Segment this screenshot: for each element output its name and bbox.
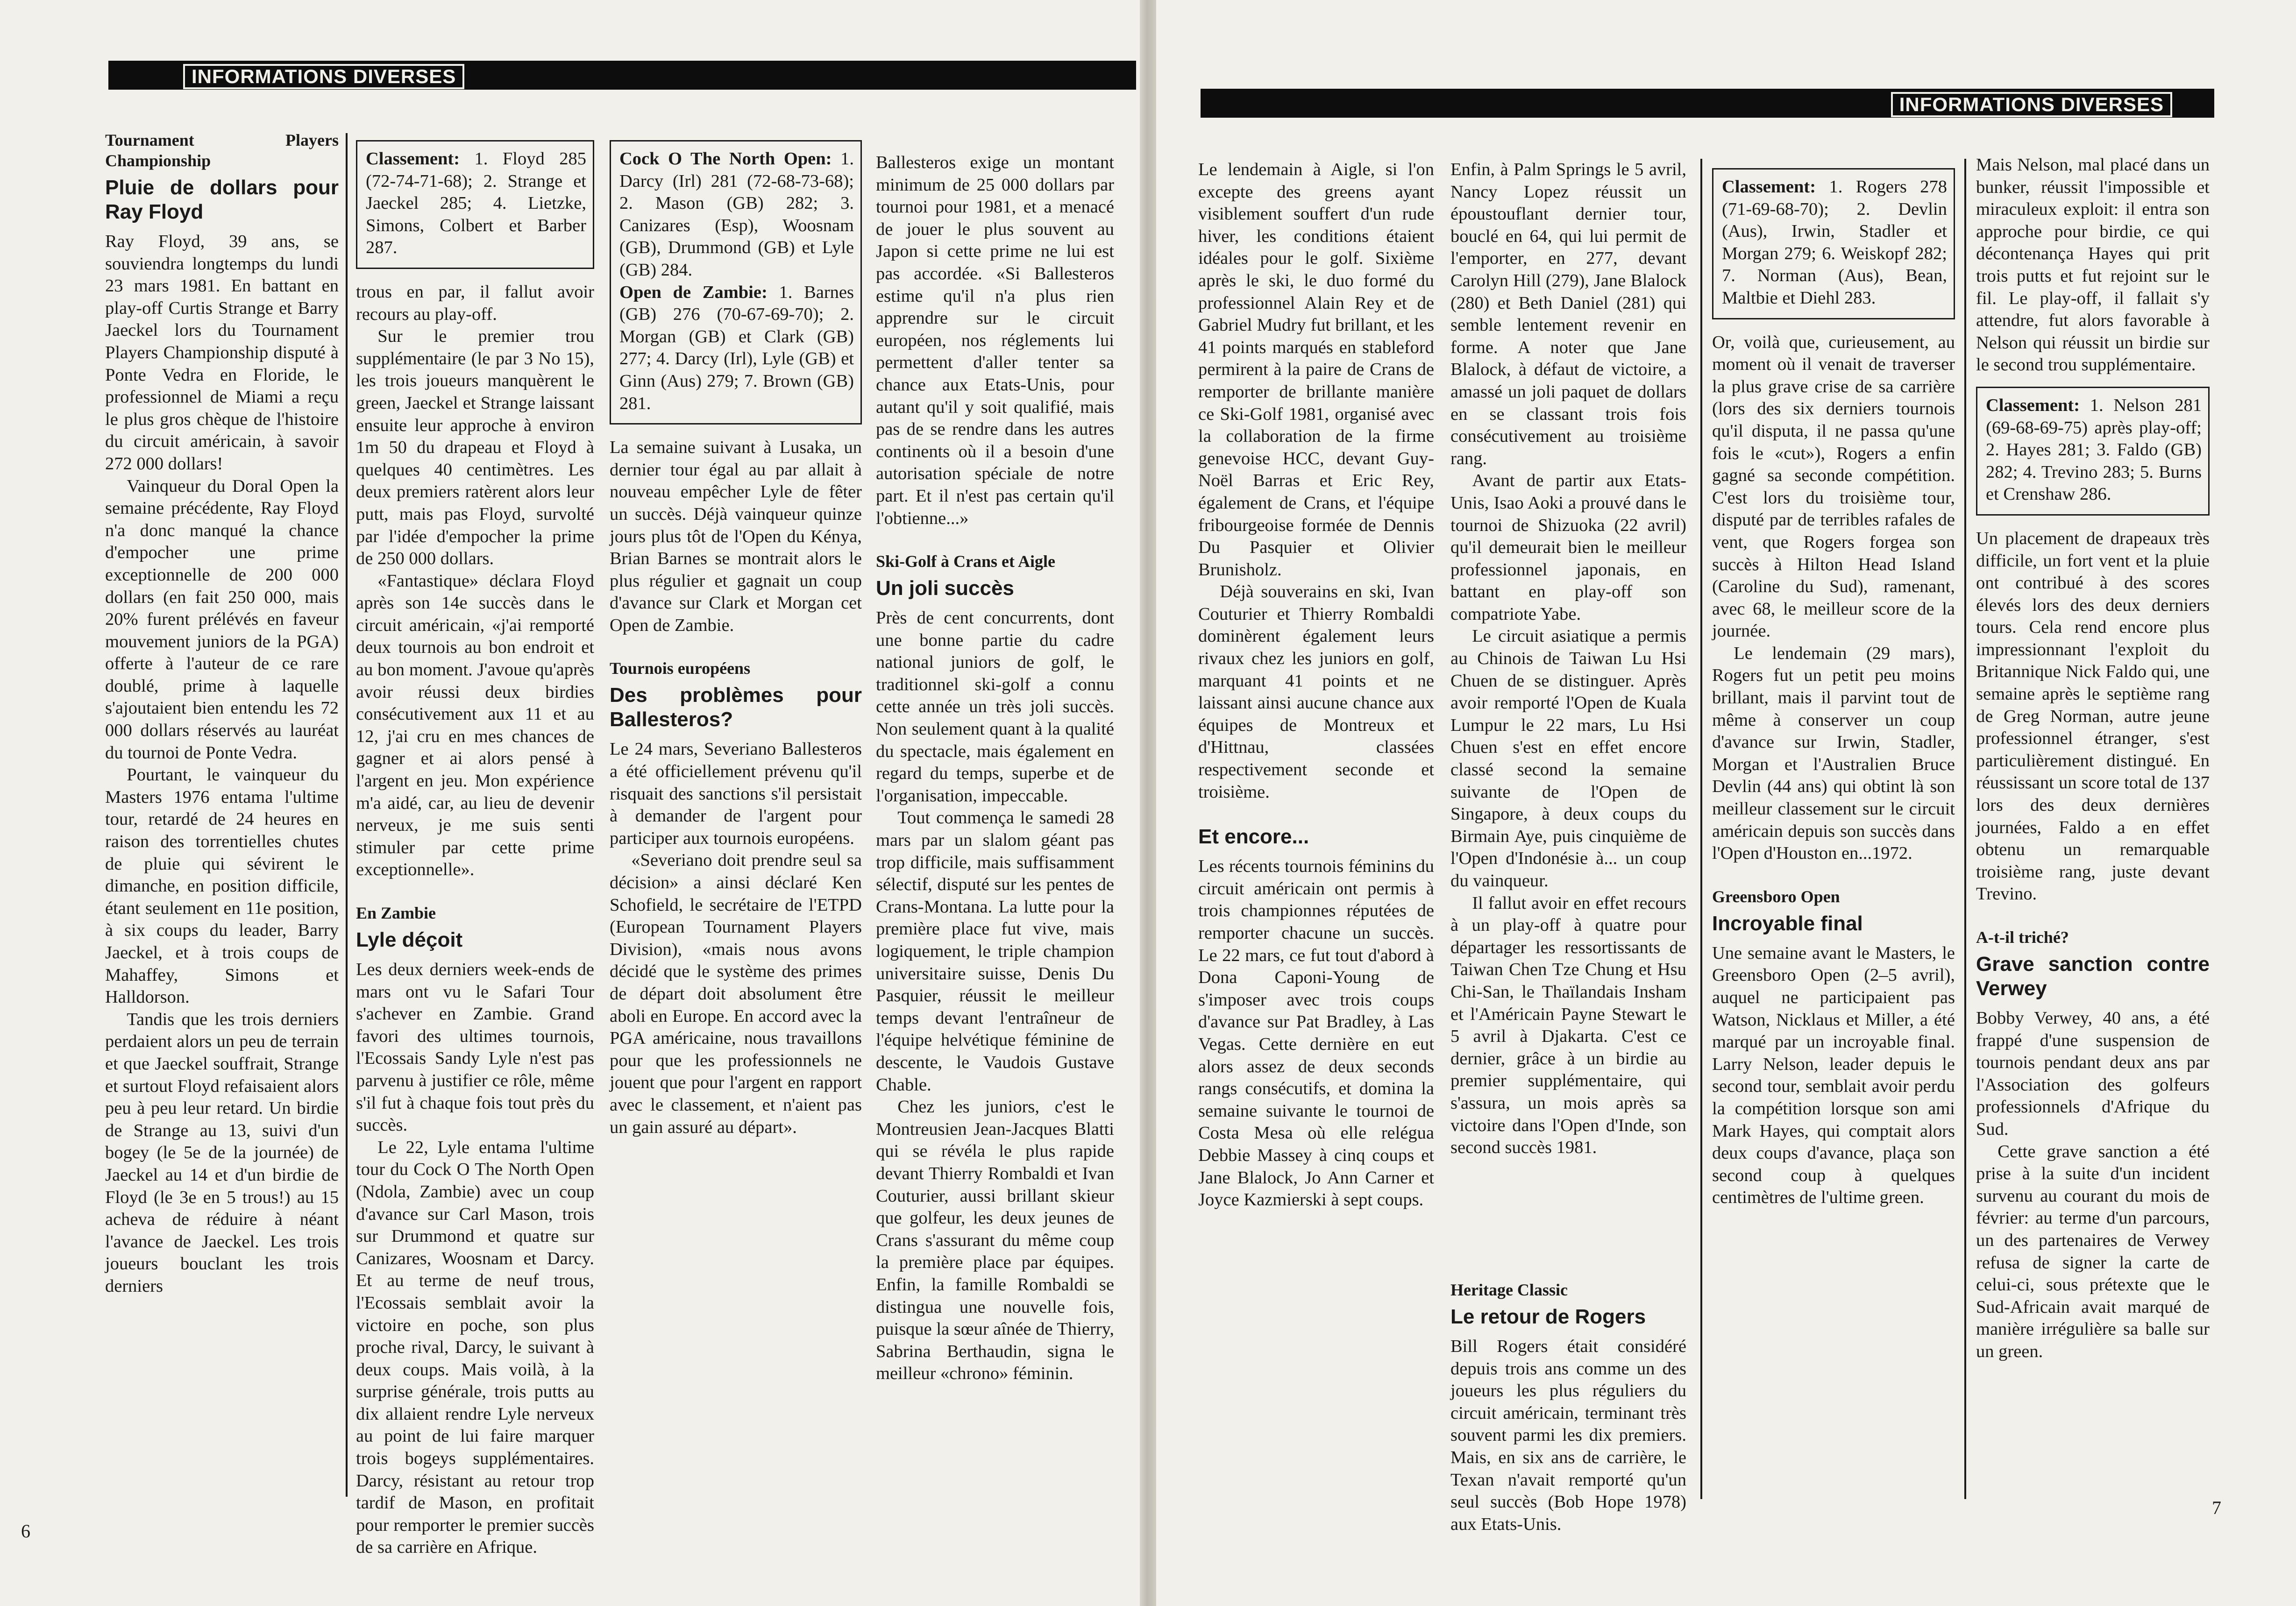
book-gutter	[1140, 0, 1156, 1606]
article-paragraph: Tandis que les trois derniers perdaient alors un peu de terrain et que Jaeckel souffrait, Strange et surtout Floyd refaisaient alors peu à peu leur retard. Un birdie de Strange au 13, suivi d'un bogey (le 5e de la journée) de Jaeckel au 14 et d'un birdie de Floyd (le 3e en 5 trous!) au 15 acheva de réduire à néant l'avance de Jaeckel. Les trois joueurs bouclant les trois derniers	[105, 1009, 339, 1296]
article-headline: Des problèmes pour Ballesteros?	[610, 684, 862, 731]
article-paragraph: trous en par, il fallut avoir recours au play-off.	[356, 282, 594, 324]
article-paragraph: Or, voilà que, curieusement, au moment où il venait de traverser la plus grave crise de sa carrière (lors des six derniers tournois qu'il disputa, il ne passa qu'une fois le «cut»), Rogers a enfin gagné sa seconde compétition. C'est lors du troisième tour, disputé par de terribles rafales de vent, que Rogers forgea son succès à Hilton Head Island (Caroline du Sud), ramenant, avec 68, le meilleur score de la journée.	[1712, 332, 1955, 641]
results-label: Classement:	[366, 149, 460, 169]
section-header-bar	[1201, 89, 2214, 118]
results-label: Open de Zambie:	[619, 282, 768, 302]
section-header-bar	[108, 61, 1136, 90]
column-5	[1198, 159, 1434, 1499]
article-paragraph: Le lendemain (29 mars), Rogers fut un petit peu moins brillant, mais il parvint tout de même à conserver un coup d'avance sur Irwin, Stadler, Morgan et l'Australien Bruce Devlin (44 ans) qui obtint là son meilleur classement sur le circuit américain depuis son succès dans l'Open d'Houston en...1972.	[1712, 643, 1955, 863]
article-rubric: Greensboro Open	[1712, 887, 1840, 906]
results-text: 1. Nelson 281 (69-68-69-75) après play-off; 2. Hayes 281; 3. Faldo (GB) 282; 4. Trevino 283; 5. Burns et Crenshaw 286.	[1986, 395, 2202, 504]
article-paragraph: Un placement de drapeaux très difficile, un fort vent et la pluie ont contribué à des scores élevés lors des deux derniers tours. Cela rend encore plus impressionnant l'exploit du Britannique Nick Faldo qui, une semaine après le septième rang de Greg Norman, autre jeune professionnel étranger, s'est particulièrement distingué. En réussissant un score total de 137 lors des deux dernières journées, Faldo a en effet obtenu un remarquable troisième rang, juste devant Trevino.	[1976, 528, 2210, 904]
article-paragraph: La semaine suivant à Lusaka, un dernier tour égal au par allait à nouveau empêcher Lyle de fêter un succès. Déjà vainqueur quinze jours plus tôt de l'Open du Kénya, Brian Barnes se montrait alors le plus régulier et gagnait un coup d'avance sur Clark et Morgan cet Open de Zambie.	[610, 438, 862, 635]
article-rubric: Heritage Classic	[1450, 1281, 1568, 1299]
article-headline: Grave sanction contre Verwey	[1976, 953, 2210, 1000]
results-box	[1976, 387, 2210, 516]
article-headline: Incroyable final	[1712, 912, 1863, 935]
article-rubric: Ski-Golf à Crans et Aigle	[876, 552, 1055, 571]
article-paragraph: Il fallut avoir en effet recours à un play-off à quatre pour départager les ressortissants de Taiwan Chen Tze Chung et Hsu Chi-San, le Thaïlandais Insham et l'Américain Payne Stewart le 5 avril à Djakarta. C'est ce dernier, grâce à un birdie au premier supplémentaire, qui s'assura, un mois après sa victoire dans l'Open d'Inde, son second succès 1981.	[1450, 893, 1686, 1158]
article-paragraph: Près de cent concurrents, dont une bonne partie du cadre national juniors de golf, le traditionnel ski-golf a connu cette année un très joli succès. Non seulement quant à la qualité du spectacle, mais également en regard du temps, superbe et de l'organisation, impeccable.	[876, 608, 1114, 806]
article-paragraph: Les deux derniers week-ends de mars ont vu le Safari Tour s'achever en Zambie. Grand favori des ultimes tournois, l'Ecossais Sandy Lyle n'est pas parvenu à justifier ce rôle, même s'il fut à chaque fois tout près du succès.	[356, 960, 594, 1135]
article-rubric: A-t-il triché?	[1976, 928, 2069, 947]
article-headline: Un joli succès	[876, 577, 1014, 600]
section-label: INFORMATIONS DIVERSES	[183, 64, 464, 89]
article-rubric: En Zambie	[356, 904, 436, 922]
article-paragraph: Le lendemain à Aigle, si l'on excepte des greens ayant visiblement souffert d'un rude hiver, les conditions étaient idéales pour le golf. Sixième après le ski, le duo formé du professionnel Alain Rey et de Gabriel Mudry fut brillant, et les 41 points marqués en stableford permirent à la paire de Crans de remporter de brillante manière ce Ski-Golf 1981, organisé avec la collaboration de la firme genevoise HCC, devant Guy-Noël Barras et Eric Rey, également de Crans, et l'équipe fribourgeoise formée de Dennis Du Pasquier et Olivier Brunisholz.	[1198, 160, 1434, 580]
column-rule	[1700, 159, 1702, 1499]
article-paragraph: Enfin, à Palm Springs le 5 avril, Nancy Lopez réussit un époustouflant dernier tour, bouclé en 64, qui lui permit de l'emporter, en 277, devant Carolyn Hill (279), Jane Blalock (280) et Beth Daniel (281) qui semble lentement revenir en forme. A noter que Jane Blalock, à défaut de victoire, a amassé un joli paquet de dollars en se classant trois fois consécutivement au troisième rang.	[1450, 160, 1686, 468]
article-paragraph: Le 24 mars, Severiano Ballesteros a été officiellement prévenu qu'il risquait des sanctions s'il persistait à demander de l'argent pour participer aux tournois européens.	[610, 739, 862, 848]
heritage-article-start	[1450, 1280, 1686, 1534]
results-text: 1. Floyd 285 (72-74-71-68); 2. Strange et Jaeckel 285; 4. Lietzke, Simons, Colbert et Barber 287.	[366, 149, 586, 258]
article-paragraph: Déjà souverains en ski, Ivan Couturier et Thierry Rombaldi dominèrent également leurs rivaux chez les juniors en golf, marquant 41 points et ne laissant ainsi aucune chance aux équipes de Montreux et d'Hittnau, classées respectivement seconde et troisième.	[1198, 582, 1434, 802]
page-number: 6	[21, 1521, 30, 1542]
article-paragraph: Le circuit asiatique a permis au Chinois de Taiwan Lu Hsi Chuen de se distinguer. Après avoir remporté l'Open de Kuala Lumpur le 22 mars, Lu Hsi Chuen s'est en effet encore classé second la semaine suivante de l'Open de Singapore, à deux coups du Birmain Aye, puis cinquième de l'Open d'Indonésie à... un coup du vainqueur.	[1450, 626, 1686, 891]
results-label: Classement:	[1722, 177, 1816, 197]
column-7	[1712, 168, 1955, 1499]
results-text: 1. Barnes (GB) 276 (70-67-69-70); 2. Morgan (GB) et Clark (GB) 277; 4. Darcy (Irl), Lyle (GB) et Ginn (Aus) 279; 7. Brown (GB) 281.	[619, 282, 854, 413]
article-paragraph: Pourtant, le vainqueur du Masters 1976 entama l'ultime tour, retardé de 24 heures en raison des torrentielles chutes de pluie qui sévirent le dimanche, en position difficile, étant seulement en 11e position, à six coups du leader, Barry Jaeckel, et à trois coups de Mahaffey, Simons et Halldorson.	[105, 765, 339, 1007]
article-headline: Lyle déçoit	[356, 928, 463, 951]
article-paragraph: «Fantastique» déclara Floyd après son 14e succès dans le circuit américain, «j'ai remporté deux tournois au bon endroit et au bon moment. J'avoue qu'après avoir réussi deux birdies consécutivement aux 11 et au 12, j'ai cru en mes chances de gagner et ai alors pensé à l'argent en jeu. Mon expérience m'a aidé, car, au lieu de devenir nerveux, je me suis senti stimuler par cette prime exceptionnelle».	[356, 571, 594, 880]
results-text: 1. Darcy (Irl) 281 (72-68-73-68); 2. Mason (GB) 282; 3. Canizares (Esp), Woosnam (GB), Drummond (GB) et Lyle (GB) 284.	[619, 149, 854, 280]
article-paragraph: Vainqueur du Doral Open la semaine précédente, Ray Floyd n'a donc manqué la chance d'empocher une prime exceptionnelle de 200 000 dollars (en fait 250 000, mais 20% furent prélévés en faveur mouvement juniors de la PGA) offerte à l'auteur de ce rare doublé, prime à laquelle s'ajoutaient bien entendu les 72 000 dollars réservés au lauréat du tournoi de Ponte Vedra.	[105, 476, 339, 763]
column-4	[876, 152, 1114, 1504]
column-rule	[1964, 159, 1966, 1499]
article-paragraph: Le 22, Lyle entama l'ultime tour du Cock O The North Open (Ndola, Zambie) avec un coup d'avance sur Carl Mason, trois sur Drummond et quatre sur Canizares, Woosnam et Darcy. Et au terme de neuf trous, l'Ecossais semblait avoir la victoire en poche, son plus proche rival, Darcy, le suivant à deux coups. Mais voilà, à la surprise générale, trois putts au dix allaient rendre Lyle nerveux au point de lui faire marquer trois bogeys supplémentaires. Darcy, résistant au retour trop tardif de Mason, en profitait pour remporter le premier succès de sa carrière en Afrique.	[356, 1137, 594, 1557]
column-2	[356, 140, 594, 1557]
article-rubric: Tournament Players Championship	[105, 131, 339, 170]
article-rubric: Tournois européens	[610, 659, 751, 678]
results-box	[1712, 168, 1955, 319]
results-label: Classement:	[1986, 395, 2080, 415]
column-8	[1976, 154, 2210, 1499]
left-page	[0, 0, 1140, 1606]
article-paragraph: Bobby Verwey, 40 ans, a été frappé d'une suspension de tournois pendant deux ans par l'Association des golfeurs professionnels d'Afrique du Sud.	[1976, 1008, 2210, 1139]
article-paragraph: Tout commença le samedi 28 mars par un slalom géant pas trop difficile, mais suffisamment sélectif, disputé sur les pentes de Crans-Montana. La lutte pour la première place fut vive, mais logiquement, le triple champion universitaire suisse, Denis Du Pasquier, réussit le meilleur temps devant l'entraîneur de l'équipe helvétique féminine de descente, le Vaudois Gustave Chable.	[876, 808, 1114, 1095]
results-box	[610, 140, 862, 424]
results-text: 1. Rogers 278 (71-69-68-70); 2. Devlin (Aus), Irwin, Stadler et Morgan 279; 6. Weiskopf 282; 7. Norman (Aus), Bean, Maltbie et Diehl 283.	[1722, 177, 1947, 308]
article-paragraph: Ballesteros exige un montant minimum de 25 000 dollars par tournoi pour 1981, et a menacé de jouer le plus souvent au Japon si cette prime ne lui est pas accordée. «Si Ballesteros estime qu'il n'a plus rien apprendre sur le circuit européen, nos réglements lui permettent d'aller tenter sa chance aux Etats-Unis, pour autant qu'il y soit qualifié, mais pas de se rendre dans les autres continents où il a besoin d'une autorisation spéciale de notre part. Et il n'est pas certain qu'il l'obtienne...»	[876, 153, 1114, 528]
article-headline: Le retour de Rogers	[1450, 1305, 1646, 1328]
article-paragraph: Les récents tournois féminins du circuit américain ont permis à trois championnes réputées de remporter chacune un succès. Le 22 mars, ce fut tout d'abord à Dona Caponi-Young de s'imposer avec trois coups d'avance sur Pat Bradley, à Las Vegas. Cette dernière en eut alors assez de deux seconds rangs consécutifs, et domina la semaine suivante le tournoi de Costa Mesa où elle relégua Debbie Massey à cinq coups et Jane Blalock, Jo Ann Carner et Joyce Kazmierski à sept coups.	[1198, 856, 1434, 1210]
results-label: Cock O The North Open:	[619, 149, 832, 169]
column-3	[610, 140, 862, 1504]
page-number: 7	[2212, 1497, 2221, 1518]
right-page	[1156, 0, 2296, 1606]
article-paragraph: Ray Floyd, 39 ans, se souviendra longtemps du lundi 23 mars 1981. En battant en play-off Curtis Strange et Barry Jaeckel lors du Tournament Players Championship disputé à Ponte Vedra en Floride, le professionnel de Miami a reçu le plus gros chèque de l'histoire du circuit américain, à savoir 272 000 dollars!	[105, 232, 339, 474]
article-headline: Et encore...	[1198, 825, 1309, 849]
column-1	[105, 130, 339, 1484]
article-paragraph: «Severiano doit prendre seul sa décision» a ainsi déclaré Ken Schofield, le secrétaire de l'ETPD (European Tournament Players Division), «mais nous avons décidé que le système des primes de départ doit absolument être aboli en Europe. En accord avec la PGA américaine, nous travaillons pour que les professionnels ne jouent que pour l'argent en rapport avec le classement, et n'aient pas un gain assuré au départ».	[610, 850, 862, 1137]
article-paragraph: Sur le premier trou supplémentaire (le par 3 No 15), les trois joueurs manquèrent le green, Jaeckel et Strange laissant ensuite leur approche à environ 1m 50 du drapeau et Floyd à quelques 40 centimètres. Les deux premiers ratèrent alors leur putt, mais pas Floyd, survolté par l'idée d'empocher la prime de 250 000 dollars.	[356, 326, 594, 569]
article-paragraph: Bill Rogers était considéré depuis trois ans comme un des joueurs les plus réguliers du circuit américain, terminant très souvent parmi les dix premiers. Mais, en six ans de carrière, le Texan n'avait remporté qu'un seul succès (Bob Hope 1978) aux Etats-Unis.	[1450, 1337, 1686, 1534]
article-paragraph: Mais Nelson, mal placé dans un bunker, réussit l'impossible et miraculeux exploit: il entra son approche pour birdie, ce qui décontenança Hayes qui prit trois putts et fut rejoint sur le fil. Le play-off, il fallait s'y attendre, fut alors favorable à Nelson qui réussit un birdie sur le second trou supplémentaire.	[1976, 155, 2210, 375]
section-label: INFORMATIONS DIVERSES	[1891, 92, 2172, 117]
column-rule	[346, 133, 348, 1497]
article-paragraph: Chez les juniors, c'est le Montreusien Jean-Jacques Blatti qui se révéla le plus rapide devant Thierry Rombaldi et Ivan Couturier, aussi brillant skieur que golfeur, les deux jeunes de Crans s'assurant du même coup la première place par équipes. Enfin, la famille Rombaldi se distingua une nouvelle fois, puisque la sœur aînée de Thierry, Sabrina Berthaudin, signa le meilleur «chrono» féminin.	[876, 1097, 1114, 1384]
results-box	[356, 140, 594, 269]
article-paragraph: Une semaine avant le Masters, le Greensboro Open (2–5 avril), auquel ne participaient pas Watson, Nicklaus et Miller, a été marqué par un incroyable final. Larry Nelson, leader depuis le second tour, semblait avoir perdu la compétition lorsque son ami Mark Hayes, qui comptait alors deux coups d'avance, plaça son second coup à quelques centimètres de l'ultime green.	[1712, 943, 1955, 1208]
article-headline: Pluie de dollars pour Ray Floyd	[105, 176, 339, 223]
article-paragraph: Avant de partir aux Etats-Unis, Isao Aoki a prouvé dans le tournoi de Shizuoka (22 avril) qu'il demeurait bien le meilleur professionnel japonais, en battant en play-off son compatriote Yabe.	[1450, 471, 1686, 624]
article-paragraph: Cette grave sanction a été prise à la suite d'un incident survenu au courant du mois de février: au terme d'un parcours, un des partenaires de Verwey refusa de signer la carte de celui-ci, sous prétexte que le Sud-Africain avait marqué de manière irrégulière sa balle sur un green.	[1976, 1141, 2210, 1361]
